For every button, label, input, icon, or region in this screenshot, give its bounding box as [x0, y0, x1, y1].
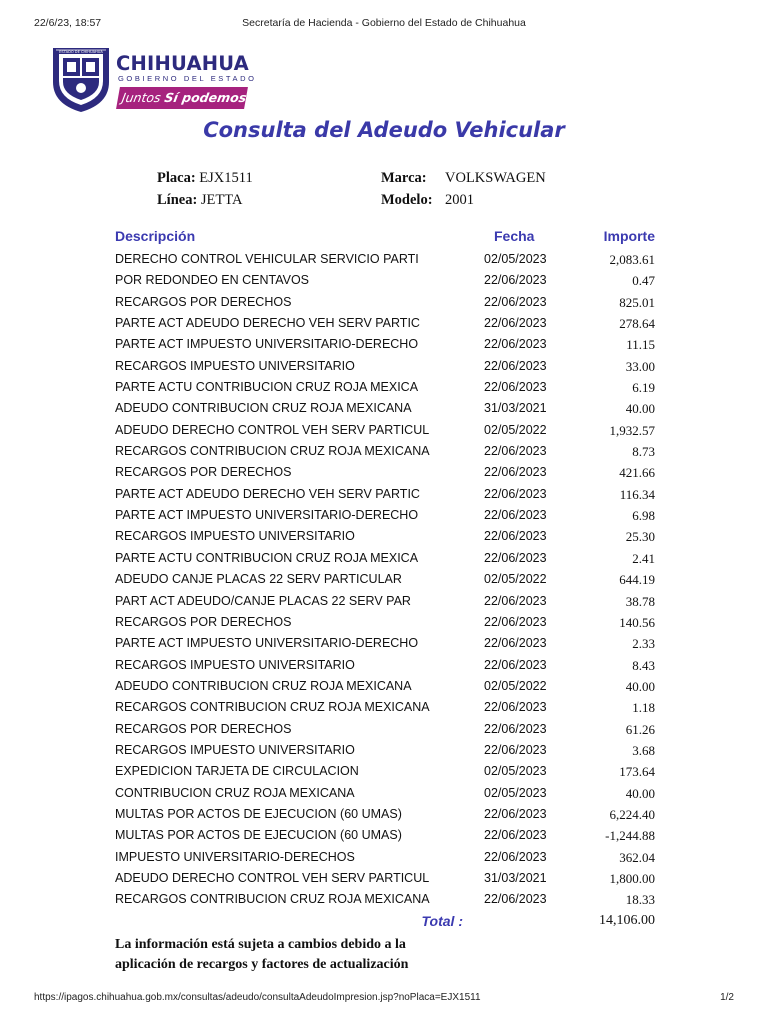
row-description: RECARGOS POR DERECHOS — [115, 721, 292, 736]
row-date: 22/06/2023 — [484, 358, 547, 373]
row-description: RECARGOS IMPUESTO UNIVERSITARIO — [115, 358, 355, 373]
table-row — [0, 783, 768, 804]
table-header — [0, 228, 768, 248]
header-date: Fecha — [494, 228, 535, 244]
row-date: 22/06/2023 — [484, 486, 547, 501]
row-amount: 8.43 — [632, 657, 655, 673]
logo-state-name: CHIHUAHUA — [116, 52, 249, 75]
row-description: PART ACT ADEUDO/CANJE PLACAS 22 SERV PAR — [115, 593, 411, 608]
row-amount: 0.47 — [632, 273, 655, 289]
row-amount: 3.68 — [632, 742, 655, 758]
row-date: 22/06/2023 — [484, 849, 547, 864]
table-row — [0, 761, 768, 782]
row-description: DERECHO CONTROL VEHICULAR SERVICIO PARTI — [115, 252, 419, 266]
row-amount: 6.98 — [632, 508, 655, 524]
row-description: PARTE ACTU CONTRIBUCION CRUZ ROJA MEXICA — [115, 380, 419, 395]
table-row — [0, 889, 768, 910]
row-date: 22/06/2023 — [484, 444, 547, 459]
row-date: 22/06/2023 — [484, 657, 547, 672]
row-amount: 18.33 — [625, 892, 655, 908]
disclaimer-line-1: La información está sujeta a cambios debido a la — [115, 937, 406, 952]
row-amount: 33.00 — [625, 358, 655, 374]
row-amount: 6.19 — [632, 380, 655, 396]
row-amount: 1,800.00 — [609, 870, 655, 886]
row-date: 22/06/2023 — [484, 273, 547, 288]
row-date: 31/03/2021 — [484, 870, 547, 885]
row-description: RECARGOS IMPUESTO UNIVERSITARIO — [115, 742, 355, 757]
table-row — [0, 825, 768, 846]
row-date: 22/06/2023 — [484, 465, 547, 480]
total-value: 14,106.00 — [599, 913, 655, 928]
placa-label: Placa: — [157, 170, 196, 186]
row-description: RECARGOS CONTRIBUCION CRUZ ROJA MEXICANA — [115, 444, 430, 459]
row-date: 22/06/2023 — [484, 550, 547, 565]
table-row — [0, 249, 768, 270]
row-date: 22/06/2023 — [484, 742, 547, 757]
chihuahua-logo — [50, 44, 260, 114]
row-description: PARTE ACT IMPUESTO UNIVERSITARIO-DERECHO — [115, 636, 419, 651]
row-description: ADEUDO CONTRIBUCION CRUZ ROJA MEXICANA — [115, 678, 412, 693]
debt-table-body — [0, 249, 768, 911]
row-description: RECARGOS POR DERECHOS — [115, 465, 292, 480]
table-row — [0, 847, 768, 868]
row-description: RECARGOS CONTRIBUCION CRUZ ROJA MEXICANA — [115, 700, 430, 715]
table-row — [0, 697, 768, 718]
row-date: 22/06/2023 — [484, 294, 547, 309]
print-header — [34, 17, 734, 31]
row-amount: -1,244.88 — [605, 828, 655, 844]
row-date: 02/05/2022 — [484, 678, 547, 693]
disclaimer-line-2: aplicación de recargos y factores de actualización — [115, 957, 409, 972]
row-amount: 40.00 — [625, 678, 655, 694]
table-row — [0, 441, 768, 462]
table-row — [0, 484, 768, 505]
row-description: POR REDONDEO EN CENTAVOS — [115, 273, 310, 288]
row-date: 22/06/2023 — [484, 508, 547, 523]
row-description: PARTE ACTU CONTRIBUCION CRUZ ROJA MEXICA — [115, 550, 419, 565]
slogan-part-b: Sí podemos — [163, 90, 248, 105]
table-row — [0, 356, 768, 377]
row-date: 02/05/2023 — [484, 764, 547, 779]
row-description: RECARGOS POR DERECHOS — [115, 614, 292, 629]
row-date: 22/06/2023 — [484, 806, 547, 821]
logo-slogan — [116, 87, 248, 109]
disclaimer — [115, 935, 445, 975]
row-date: 22/06/2023 — [484, 614, 547, 629]
row-amount: 6,224.40 — [609, 806, 655, 822]
table-row — [0, 569, 768, 590]
row-description: ADEUDO CONTRIBUCION CRUZ ROJA MEXICANA — [115, 401, 412, 416]
row-description: RECARGOS IMPUESTO UNIVERSITARIO — [115, 529, 355, 544]
row-amount: 11.15 — [626, 337, 655, 353]
table-row — [0, 612, 768, 633]
seal-text: ESTADO DE CHIHUAHUA — [59, 50, 103, 54]
row-date: 22/06/2023 — [484, 828, 547, 843]
state-seal-icon — [50, 44, 112, 114]
table-row — [0, 655, 768, 676]
table-row — [0, 270, 768, 291]
row-date: 02/05/2023 — [484, 252, 547, 266]
print-title: Secretaría de Hacienda - Gobierno del Estado de Chihuahua — [242, 17, 526, 29]
table-row — [0, 334, 768, 355]
row-amount: 825.01 — [619, 294, 655, 310]
table-row — [0, 548, 768, 569]
row-description: RECARGOS CONTRIBUCION CRUZ ROJA MEXICANA — [115, 892, 430, 907]
table-row — [0, 804, 768, 825]
row-amount: 140.56 — [619, 614, 655, 630]
row-description: EXPEDICION TARJETA DE CIRCULACION — [115, 764, 359, 779]
logo-government: GOBIERNO DEL ESTADO — [118, 74, 257, 83]
row-amount: 116.34 — [619, 486, 655, 502]
header-amount: Importe — [603, 228, 655, 244]
row-description: PARTE ACT ADEUDO DERECHO VEH SERV PARTIC — [115, 486, 420, 501]
row-date: 31/03/2021 — [484, 401, 547, 416]
row-amount: 362.04 — [619, 849, 655, 865]
row-date: 22/06/2023 — [484, 593, 547, 608]
row-date: 02/05/2022 — [484, 572, 547, 587]
row-amount: 61.26 — [625, 721, 655, 737]
table-row — [0, 591, 768, 612]
row-amount: 421.66 — [619, 465, 655, 481]
row-date: 22/06/2023 — [484, 700, 547, 715]
row-description: CONTRIBUCION CRUZ ROJA MEXICANA — [115, 785, 355, 800]
placa-value: EJX1511 — [199, 170, 253, 186]
row-description: ADEUDO CANJE PLACAS 22 SERV PARTICULAR — [115, 572, 402, 587]
row-amount: 8.73 — [632, 444, 655, 460]
modelo-value: 2001 — [445, 192, 474, 208]
linea-label: Línea: — [157, 192, 198, 208]
print-page-number: 1/2 — [720, 992, 734, 1003]
row-date: 02/05/2023 — [484, 785, 547, 800]
row-description: RECARGOS POR DERECHOS — [115, 294, 292, 309]
table-row — [0, 420, 768, 441]
header-description: Descripción — [115, 228, 196, 244]
table-row — [0, 676, 768, 697]
table-row — [0, 398, 768, 419]
row-date: 22/06/2023 — [484, 337, 547, 352]
row-description: PARTE ACT IMPUESTO UNIVERSITARIO-DERECHO — [115, 508, 419, 523]
total-label: Total : — [421, 913, 463, 929]
table-row — [0, 868, 768, 889]
row-description: MULTAS POR ACTOS DE EJECUCION (60 UMAS) — [115, 806, 402, 821]
table-row — [0, 740, 768, 761]
table-row — [0, 719, 768, 740]
row-amount: 40.00 — [625, 401, 655, 417]
marca-label: Marca: — [381, 170, 427, 186]
row-date: 22/06/2023 — [484, 529, 547, 544]
row-description: ADEUDO DERECHO CONTROL VEH SERV PARTICUL — [115, 870, 430, 885]
slogan-part-a: Juntos — [120, 90, 163, 105]
table-row — [0, 633, 768, 654]
table-row — [0, 377, 768, 398]
row-description: ADEUDO DERECHO CONTROL VEH SERV PARTICUL — [115, 422, 430, 437]
table-row — [0, 292, 768, 313]
table-row — [0, 313, 768, 334]
row-amount: 25.30 — [625, 529, 655, 545]
row-description: IMPUESTO UNIVERSITARIO-DERECHOS — [115, 849, 355, 864]
row-amount: 2.33 — [632, 636, 655, 652]
row-date: 22/06/2023 — [484, 636, 547, 651]
total-row — [0, 913, 768, 933]
page-title: Consulta del Adeudo Vehicular — [203, 118, 565, 142]
modelo-label: Modelo: — [381, 192, 433, 208]
row-amount: 278.64 — [619, 316, 655, 332]
row-date: 22/06/2023 — [484, 721, 547, 736]
row-amount: 173.64 — [619, 764, 655, 780]
table-row — [0, 462, 768, 483]
row-description: MULTAS POR ACTOS DE EJECUCION (60 UMAS) — [115, 828, 402, 843]
row-amount: 2.41 — [632, 550, 655, 566]
row-date: 22/06/2023 — [484, 380, 547, 395]
row-amount: 40.00 — [625, 785, 655, 801]
row-date: 22/06/2023 — [484, 316, 547, 331]
row-amount: 38.78 — [625, 593, 655, 609]
row-amount: 2,083.61 — [609, 252, 655, 267]
linea-value: JETTA — [200, 192, 243, 208]
marca-value: VOLKSWAGEN — [445, 170, 546, 186]
linea-field — [157, 192, 242, 209]
row-description: PARTE ACT ADEUDO DERECHO VEH SERV PARTIC — [115, 316, 420, 331]
table-row — [0, 526, 768, 547]
row-description: RECARGOS IMPUESTO UNIVERSITARIO — [115, 657, 355, 672]
vehicle-info — [157, 170, 597, 214]
row-amount: 1.18 — [632, 700, 655, 716]
row-amount: 644.19 — [619, 572, 655, 588]
print-date: 22/6/23, 18:57 — [34, 17, 102, 29]
row-amount: 1,932.57 — [609, 422, 655, 438]
row-date: 22/06/2023 — [484, 892, 547, 907]
placa-field — [157, 170, 253, 187]
row-date: 02/05/2022 — [484, 422, 547, 437]
table-row — [0, 505, 768, 526]
print-footer — [34, 992, 734, 1006]
print-url: https://ipagos.chihuahua.gob.mx/consultas/adeudo/consultaAdeudoImpresion.jsp?noPlaca=EJX1511 — [34, 992, 481, 1003]
row-description: PARTE ACT IMPUESTO UNIVERSITARIO-DERECHO — [115, 337, 419, 352]
